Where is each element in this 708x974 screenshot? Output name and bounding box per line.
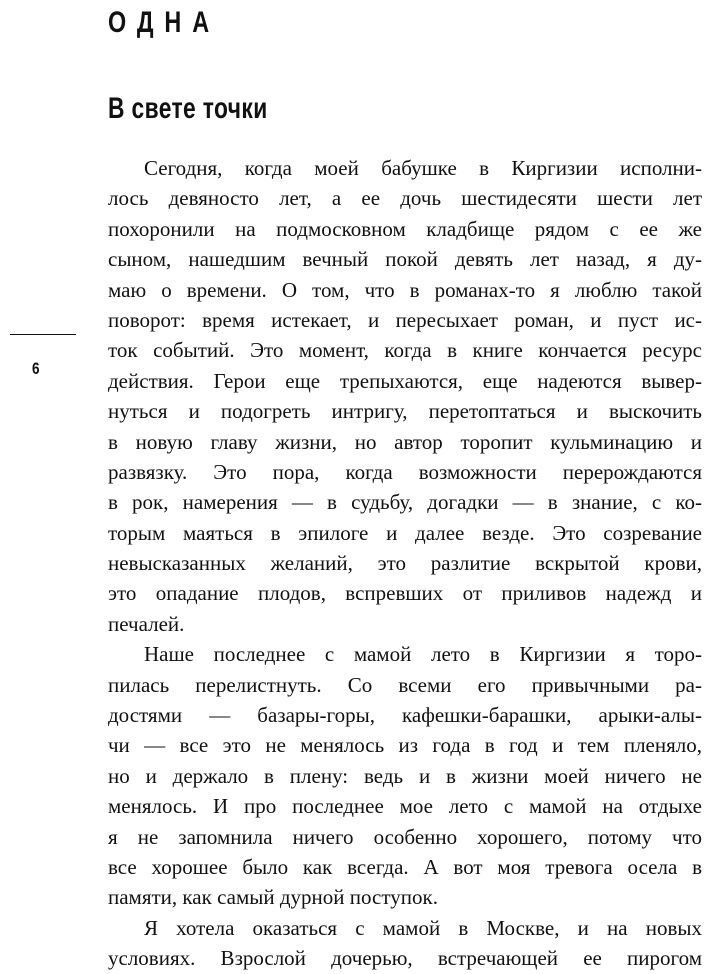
- text-line: достями — базары-горы, кафешки-барашки, арыки-алы-: [108, 703, 702, 728]
- text-line: Сегодня, когда моей бабушке в Киргизии исполни-: [144, 156, 702, 180]
- text-line: поворот: время истекает, и пересыхает роман, и пуст ис-: [108, 307, 702, 332]
- text-line: менялось. И про последнее мое лето с мамой на отдыхе: [108, 794, 702, 819]
- text-line: действия. Герои еще трепыхаются, еще надеются вывер-: [108, 368, 702, 393]
- text-line: сыном, нашедшим вечный покой девять лет назад, я ду-: [108, 247, 702, 272]
- text-line: в новую главу жизни, но автор торопит кульминацию и: [108, 429, 702, 454]
- text-line: условиях. Взрослой дочерью, встречающей ее пирогом: [108, 946, 702, 971]
- paragraph-3: [108, 913, 702, 974]
- text-line: пилась перелистнуть. Со всеми его привычными ра-: [108, 672, 702, 697]
- text-line: лось девяносто лет, а ее дочь шестидесяти шести лет: [108, 186, 702, 211]
- text-line: но и держало в плену: ведь и в жизни моей ничего не: [108, 763, 702, 788]
- text-line: маю о времени. О том, что в романах-то я люблю такой: [108, 277, 702, 302]
- body-text: [108, 153, 702, 974]
- paragraph-2: [108, 639, 702, 913]
- margin-divider: [10, 334, 76, 335]
- text-line: в рок, намерения — в судьбу, догадки — в знание, с ко-: [108, 490, 702, 515]
- text-line: нуться и подогреть интригу, перетоптаться и выскочить: [108, 399, 702, 424]
- paragraph-1: [108, 153, 702, 639]
- text-line: все хорошее было как всегда. А вот моя тревога осела в: [108, 854, 702, 879]
- text-line: памяти, как самый дурной поступок.: [108, 885, 438, 910]
- page-number: 6: [32, 359, 40, 378]
- text-line: похоронили на подмосковном кладбище рядом с ее же: [108, 216, 702, 241]
- text-line: я не запомнила ничего особенно хорошего, потому что: [108, 824, 702, 849]
- chapter-label: ОДНА: [108, 6, 221, 39]
- text-line: чи — все это не менялось из года в год и тем пленяло,: [108, 733, 702, 758]
- chapter-title: В свете точки: [108, 92, 268, 125]
- text-line: Наше последнее с мамой лето в Киргизии я торо-: [144, 642, 702, 667]
- text-line: это опадание плодов, вспревших от приливов надежд и: [108, 581, 702, 606]
- text-line: ток событий. Это момент, когда в книге кончается ресурс: [108, 338, 702, 363]
- text-line: торым маяться в эпилоге и далее везде. Это созревание: [108, 520, 702, 545]
- text-line: невысказанных желаний, это разлитие вскрытой крови,: [108, 551, 702, 576]
- text-line: развязку. Это пора, когда возможности перерождаются: [108, 459, 702, 484]
- text-line: Я хотела оказаться с мамой в Москве, и на новых: [144, 915, 702, 940]
- text-line: печалей.: [108, 611, 185, 636]
